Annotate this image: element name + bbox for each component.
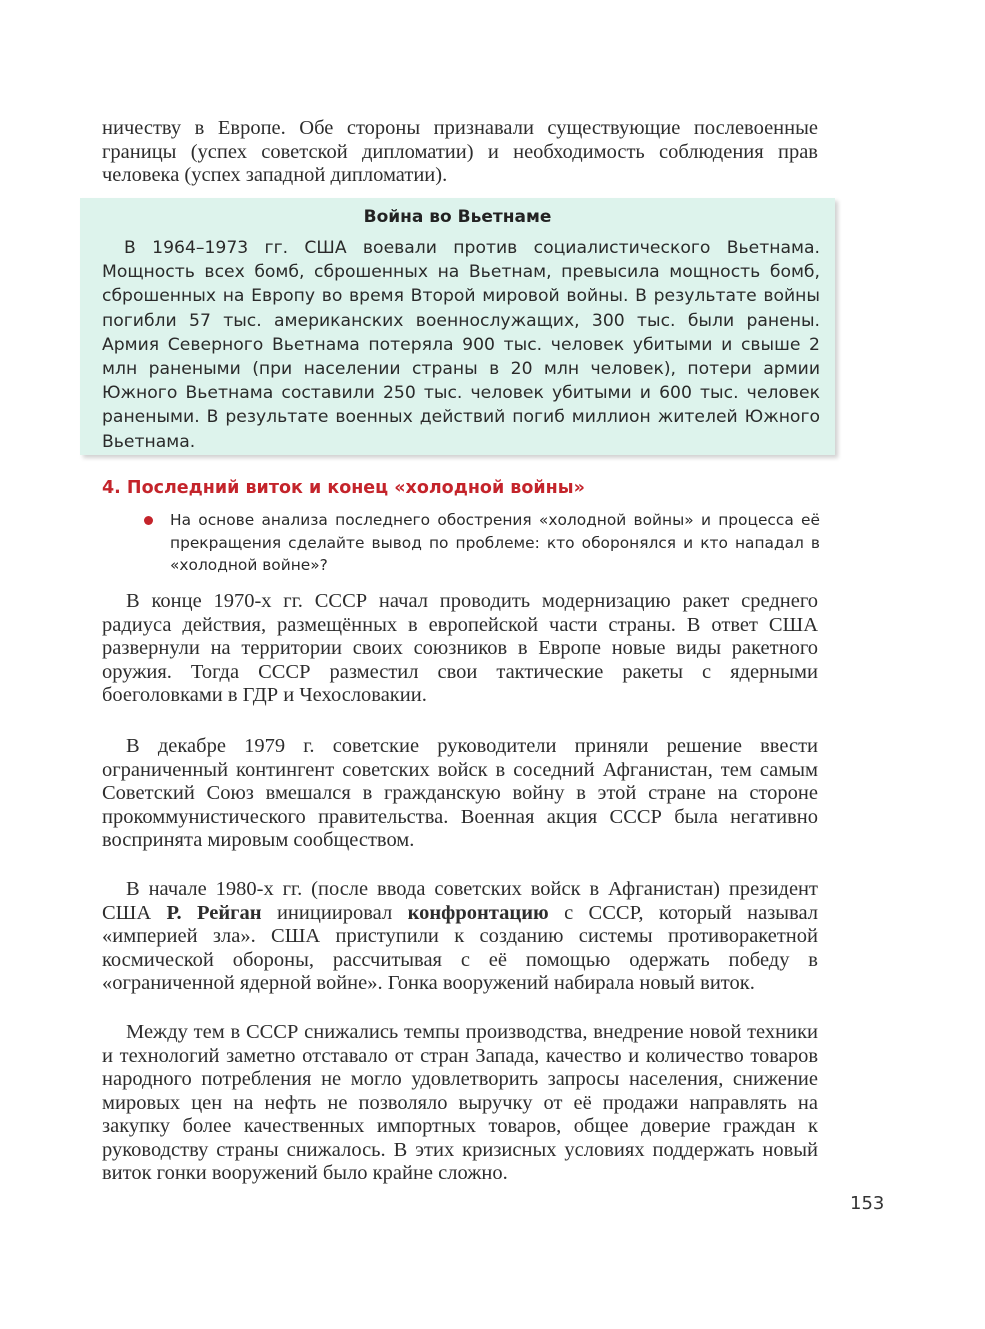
paragraph-4: Между тем в СССР снижались темпы производства, внедрение новой техники и технологий заметно отставало от стран Запада, качество и количество товаров народного потребления не могло удовлетворить запросы населения, снижение мировых цен на нефть не позволяло выручку от её продажи направлять на закупку более качественных импортных товаров, общее доверие граждан к руководству страны снижалось. В этих кризисных условиях поддержать новый виток гонки вооружений было крайне сложно.: [102, 1021, 818, 1184]
confrontation-term: конфронтацию: [407, 901, 549, 924]
paragraph-3-text: с СССР, который называл «империей зла». США приступили к созданию системы противоракетной космической обороны, рассчитывая с её помощью одержать победу в «ограниченной ядерной войне». Гонка вооружений набирала новый виток.: [102, 901, 818, 994]
box-title: Война во Вьетнаме: [363, 207, 552, 227]
paragraph-3: [102, 878, 818, 996]
bullet-icon: [144, 516, 153, 525]
vietnam-war-box: [80, 198, 835, 455]
paragraph-3-text: В начале 1980-х гг. (после ввода советских войск в Афганистан) президент США: [102, 878, 818, 924]
task-text: На основе анализа последнего обострения «холодной войны» и процесса её прекращения сделайте вывод по проблеме: кто оборонялся и кто нападал в «холодной войне»?: [170, 511, 820, 575]
box-text: В 1964–1973 гг. США воевали против социалистического Вьетнама. Мощность всех бомб, сброшенных на Вьетнам, превысила мощность бомб, сброшенных на Европу во время Второй мировой войны. В результате войны погибли 57 тыс. американских военнослужащих, 300 тыс. были ранены. Армия Северного Вьетнама потеряла 900 тыс. человек убитыми и свыше 2 млн ранеными (при населении страны в 20 млн человек), потери армии Южного Вьетнама составили 250 тыс. человек убитыми и 600 тыс. человек ранеными. В результате военных действий погиб миллион жителей Южного Вьетнама.: [102, 238, 820, 452]
paragraph-1: В конце 1970-х гг. СССР начал проводить модернизацию ракет среднего радиуса действия, размещённых в европейской части страны. В ответ США развернули на территории своих союзников в Европе новые виды ракетного оружия. Тогда СССР разместил свои тактические ракеты с ядерными боеголовками в ГДР и Чехословакии.: [102, 590, 818, 706]
paragraph-2: В декабре 1979 г. советские руководители приняли решение ввести ограниченный контингент советских войск в соседний Афганистан, тем самым Советский Союз вмешался в гражданскую войну в этой стране на стороне прокоммунистического правительства. Военная акция СССР была негативно воспринята мировым сообществом.: [102, 735, 818, 851]
paragraph-3-text: инициировал: [261, 901, 408, 924]
intro-paragraph: ничеству в Европе. Обе стороны признавали существующие послевоенные границы (успех советской дипломатии) и необходимость соблюдения прав человека (успех западной дипломатии).: [102, 117, 818, 186]
section-heading: 4. Последний виток и конец «холодной войны»: [102, 478, 585, 498]
reagan-term: Р. Рейган: [166, 901, 262, 924]
page-number: 153: [850, 1193, 885, 1214]
task-item: [148, 509, 820, 577]
